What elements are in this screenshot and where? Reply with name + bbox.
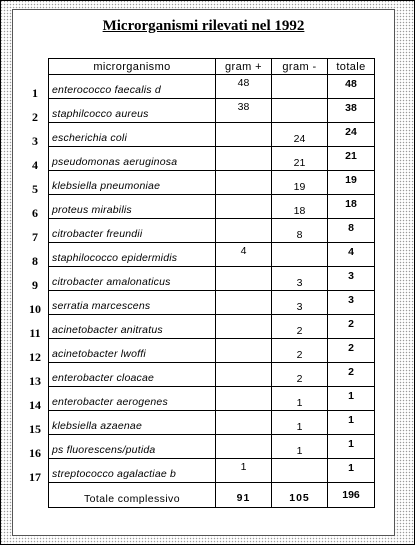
total-cell: 48	[328, 75, 375, 99]
gram-positive-cell	[216, 171, 272, 195]
gram-positive-cell	[216, 219, 272, 243]
column-header-gram-positive: gram +	[216, 59, 272, 75]
gram-negative-cell: 2	[272, 315, 328, 339]
table-row	[49, 75, 375, 99]
microorganism-name-cell: streptococco agalactiae b	[49, 459, 216, 483]
table-row	[49, 195, 375, 219]
microorganism-name-cell: citrobacter freundii	[49, 219, 216, 243]
total-cell: 1	[328, 411, 375, 435]
total-row	[49, 483, 375, 508]
microorganism-name-cell: ps fluorescens/putida	[49, 435, 216, 459]
microorganism-name-cell: staphilcocco aureus	[49, 99, 216, 123]
gram-negative-cell: 1	[272, 435, 328, 459]
table-row	[49, 243, 375, 267]
total-cell: 2	[328, 339, 375, 363]
gram-positive-cell	[216, 123, 272, 147]
document-panel	[12, 9, 395, 536]
gram-negative-cell	[272, 99, 328, 123]
table-row	[49, 315, 375, 339]
gram-positive-cell: 1	[216, 459, 272, 483]
row-number: 6	[32, 206, 38, 220]
microorganism-name-cell: enterococco faecalis d	[49, 75, 216, 99]
column-header-total: totale	[328, 59, 375, 75]
microorganism-name-cell: citrobacter amalonaticus	[49, 267, 216, 291]
gram-positive-cell	[216, 147, 272, 171]
gram-negative-cell: 2	[272, 339, 328, 363]
microorganism-table	[48, 58, 375, 508]
gram-positive-cell	[216, 339, 272, 363]
row-number: 16	[29, 446, 41, 460]
gram-negative-cell	[272, 243, 328, 267]
total-cell: 4	[328, 243, 375, 267]
gram-positive-cell	[216, 411, 272, 435]
table-row	[49, 387, 375, 411]
grand-total: 196	[328, 483, 375, 508]
total-cell: 3	[328, 267, 375, 291]
gram-positive-cell	[216, 315, 272, 339]
gram-negative-cell: 8	[272, 219, 328, 243]
row-number: 15	[29, 422, 41, 436]
row-number: 2	[32, 110, 38, 124]
gram-negative-cell	[272, 75, 328, 99]
row-number: 14	[29, 398, 41, 412]
row-number: 9	[32, 278, 38, 292]
gram-positive-cell	[216, 291, 272, 315]
column-header-gram-negative: gram -	[272, 59, 328, 75]
table-row	[49, 411, 375, 435]
total-cell: 21	[328, 147, 375, 171]
gram-negative-cell: 3	[272, 267, 328, 291]
total-cell: 2	[328, 315, 375, 339]
table-row	[49, 219, 375, 243]
total-cell: 8	[328, 219, 375, 243]
total-label: Totale complessivo	[49, 483, 216, 508]
gram-negative-cell: 19	[272, 171, 328, 195]
microorganism-name-cell: serratia marcescens	[49, 291, 216, 315]
table-row	[49, 363, 375, 387]
total-cell: 1	[328, 435, 375, 459]
gram-positive-cell: 48	[216, 75, 272, 99]
table-body	[49, 75, 375, 483]
row-number: 3	[32, 134, 38, 148]
column-header-microorganism: microrganismo	[49, 59, 216, 75]
row-number: 4	[32, 158, 38, 172]
row-number: 5	[32, 182, 38, 196]
total-gram-negative: 105	[272, 483, 328, 508]
table-row	[49, 291, 375, 315]
gram-positive-cell: 38	[216, 99, 272, 123]
gram-negative-cell	[272, 459, 328, 483]
gram-negative-cell: 1	[272, 387, 328, 411]
row-number: 17	[29, 470, 41, 484]
gram-negative-cell: 24	[272, 123, 328, 147]
table-row	[49, 435, 375, 459]
microorganism-name-cell: klebsiella azaenae	[49, 411, 216, 435]
total-cell: 38	[328, 99, 375, 123]
microorganism-name-cell: klebsiella pneumoniae	[49, 171, 216, 195]
row-number: 8	[32, 254, 38, 268]
row-number: 7	[32, 230, 38, 244]
gram-negative-cell: 18	[272, 195, 328, 219]
total-cell: 18	[328, 195, 375, 219]
table-row	[49, 123, 375, 147]
total-cell: 24	[328, 123, 375, 147]
microorganism-name-cell: proteus mirabilis	[49, 195, 216, 219]
row-number: 11	[29, 326, 41, 340]
row-number: 1	[32, 86, 38, 100]
table-row	[49, 339, 375, 363]
table-row	[49, 459, 375, 483]
gram-positive-cell	[216, 387, 272, 411]
microorganism-name-cell: enterobacter aerogenes	[49, 387, 216, 411]
table-row	[49, 147, 375, 171]
microorganism-name-cell: acinetobacter lwoffi	[49, 339, 216, 363]
gram-positive-cell	[216, 267, 272, 291]
row-number: 12	[29, 350, 41, 364]
row-number: 10	[29, 302, 41, 316]
gram-negative-cell: 2	[272, 363, 328, 387]
row-number: 13	[29, 374, 41, 388]
table-row	[49, 99, 375, 123]
gram-positive-cell	[216, 435, 272, 459]
microorganism-name-cell: pseudomonas aeruginosa	[49, 147, 216, 171]
total-cell: 19	[328, 171, 375, 195]
total-cell: 3	[328, 291, 375, 315]
microorganism-name-cell: staphilococco epidermidis	[49, 243, 216, 267]
microorganism-name-cell: acinetobacter anitratus	[49, 315, 216, 339]
page-title: Microrganismi rilevati nel 1992	[102, 18, 305, 34]
total-cell: 1	[328, 387, 375, 411]
gram-negative-cell: 21	[272, 147, 328, 171]
table-row	[49, 171, 375, 195]
gram-positive-cell	[216, 363, 272, 387]
microorganism-name-cell: escherichia coli	[49, 123, 216, 147]
total-cell: 2	[328, 363, 375, 387]
gram-negative-cell: 3	[272, 291, 328, 315]
table-row	[49, 267, 375, 291]
gram-positive-cell: 4	[216, 243, 272, 267]
total-gram-positive: 91	[216, 483, 272, 508]
table-header-row	[49, 59, 375, 75]
gram-negative-cell: 1	[272, 411, 328, 435]
microorganism-name-cell: enterobacter cloacae	[49, 363, 216, 387]
gram-positive-cell	[216, 195, 272, 219]
total-cell: 1	[328, 459, 375, 483]
